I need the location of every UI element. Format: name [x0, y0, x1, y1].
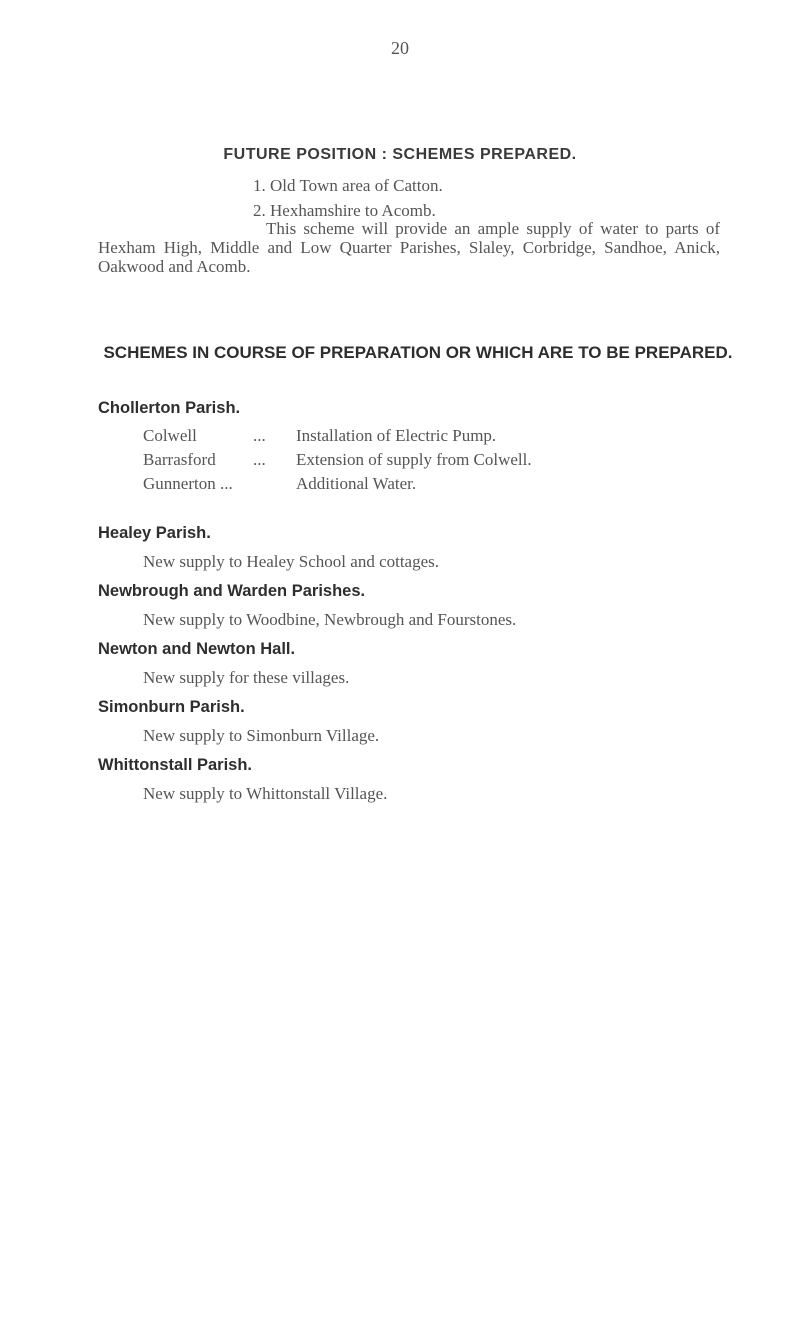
newton-heading: Newton and Newton Hall.: [98, 640, 296, 658]
leader-dots: ...: [253, 426, 266, 445]
scheme-description: Additional Water.: [296, 474, 417, 493]
scheme-description: This scheme will provide an ample supply of water to parts of Hexham High, Middle and Low Quarter Parishes, Slaley, Corbridge, Sandhoe, Anick, Oakwood and Acomb.: [98, 219, 720, 276]
course-of-preparation-heading: SCHEMES IN COURSE OF PREPARATION OR WHICH ARE TO BE PREPARED.: [103, 343, 733, 362]
whittonstall-parish-heading: Whittonstall Parish.: [98, 756, 253, 774]
scheme-description: Extension of supply from Colwell.: [296, 450, 532, 469]
simonburn-parish-heading: Simonburn Parish.: [98, 698, 245, 716]
page-number: 20: [391, 38, 409, 58]
scheme-description: Installation of Electric Pump.: [296, 426, 497, 445]
future-scheme-item: 2. Hexhamshire to Acomb.: [253, 201, 436, 220]
place-name: Colwell: [143, 426, 197, 445]
chollerton-parish-heading: Chollerton Parish.: [98, 399, 241, 417]
healey-parish-heading: Healey Parish.: [98, 524, 211, 542]
place-name: Barrasford: [143, 450, 216, 469]
whittonstall-parish-text: New supply to Whittonstall Village.: [143, 784, 388, 803]
newton-text: New supply for these villages.: [143, 668, 350, 687]
chollerton-schemes-table: [143, 424, 532, 496]
leader-dots: [253, 472, 296, 496]
table-row: [143, 424, 532, 448]
place-name: Gunnerton ...: [143, 474, 233, 493]
table-row: [143, 448, 532, 472]
future-position-heading: FUTURE POSITION : SCHEMES PREPARED.: [223, 146, 577, 163]
future-schemes-list: [253, 173, 443, 223]
simonburn-parish-text: New supply to Simonburn Village.: [143, 726, 380, 745]
newbrough-warden-text: New supply to Woodbine, Newbrough and Fourstones.: [143, 610, 517, 629]
healey-parish-text: New supply to Healey School and cottages.: [143, 552, 440, 571]
table-row: [143, 472, 532, 496]
leader-dots: ...: [253, 450, 266, 469]
future-scheme-item: 1. Old Town area of Catton.: [253, 176, 443, 195]
newbrough-warden-heading: Newbrough and Warden Parishes.: [98, 582, 366, 600]
